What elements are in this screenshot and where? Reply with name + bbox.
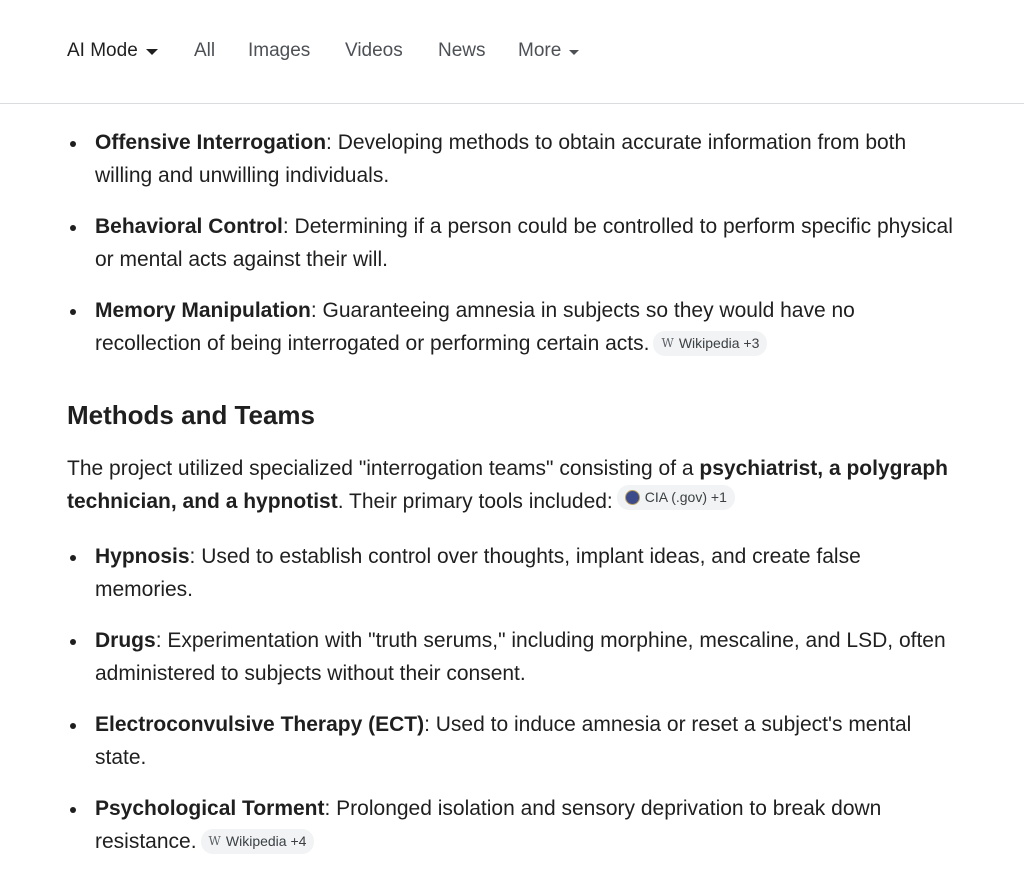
list-item-title: Offensive Interrogation [95, 131, 327, 154]
tab-all-label: All [194, 40, 216, 61]
tab-ai-mode-label: AI Mode [67, 40, 138, 61]
tab-ai-mode[interactable] [67, 40, 158, 62]
tab-videos[interactable] [345, 40, 403, 62]
source-chip-label: Wikipedia +3 [678, 335, 760, 351]
list-item-title: Behavioral Control [95, 215, 283, 238]
source-chip-cia[interactable] [617, 485, 735, 510]
intro-bold-text: psychiatrist, a polygraph technician, and a hypnotist [67, 457, 948, 513]
wikipedia-icon: W [208, 834, 221, 848]
tab-news[interactable] [438, 40, 486, 62]
list-item-title: Hypnosis [95, 545, 190, 568]
source-chip-wikipedia[interactable] [653, 331, 767, 356]
list-item [67, 792, 957, 858]
tab-images[interactable] [248, 40, 310, 62]
tab-more-label: More [518, 40, 562, 61]
list-item-text: : Experimentation with "truth serums," including morphine, mescaline, and LSD, often administered to subjects without their consent. [95, 629, 946, 685]
list-item [67, 294, 957, 360]
tab-more[interactable] [518, 40, 579, 62]
tab-all[interactable] [194, 40, 215, 62]
list-item-title: Electroconvulsive Therapy (ECT) [95, 713, 425, 736]
list-item-title: Memory Manipulation [95, 299, 311, 322]
list-item [67, 126, 957, 192]
tab-news-label: News [438, 40, 486, 61]
list-item [67, 540, 957, 606]
goals-list [67, 126, 957, 360]
section-heading: Methods and Teams [67, 400, 316, 430]
answer-content [67, 126, 957, 858]
cia-seal-icon [625, 490, 640, 505]
chevron-down-icon [569, 50, 579, 55]
list-item [67, 210, 957, 276]
source-chip-label: CIA (.gov) +1 [644, 489, 727, 505]
chevron-down-icon [146, 49, 158, 55]
list-item-title: Drugs [95, 629, 156, 652]
list-item-text: : Determining if a person could be controlled to perform specific physical or mental acts against their will. [95, 215, 953, 271]
list-item-text: : Developing methods to obtain accurate information from both willing and unwilling individuals. [95, 131, 907, 187]
list-item-text: : Guaranteeing amnesia in subjects so they would have no recollection of being interrogated or performing certain acts. [95, 299, 855, 355]
intro-text: The project utilized specialized "interrogation teams" consisting of a [67, 457, 700, 480]
tab-videos-label: Videos [345, 40, 403, 61]
list-item-text: : Used to induce amnesia or reset a subject's mental state. [95, 713, 912, 769]
list-item [67, 624, 957, 690]
search-tabs-bar [0, 0, 1024, 104]
list-item-text: : Prolonged isolation and sensory deprivation to break down resistance. [95, 797, 882, 853]
list-item-text: : Used to establish control over thoughts, implant ideas, and create false memories. [95, 545, 861, 601]
source-chip-wikipedia[interactable] [201, 829, 315, 854]
list-item-title: Psychological Torment [95, 797, 325, 820]
source-chip-label: Wikipedia +4 [225, 833, 307, 849]
tools-list [67, 540, 957, 858]
section-intro [67, 452, 957, 518]
wikipedia-icon: W [661, 336, 674, 350]
tab-images-label: Images [248, 40, 311, 61]
intro-text-end: . Their primary tools included: [337, 490, 613, 513]
list-item [67, 708, 957, 774]
